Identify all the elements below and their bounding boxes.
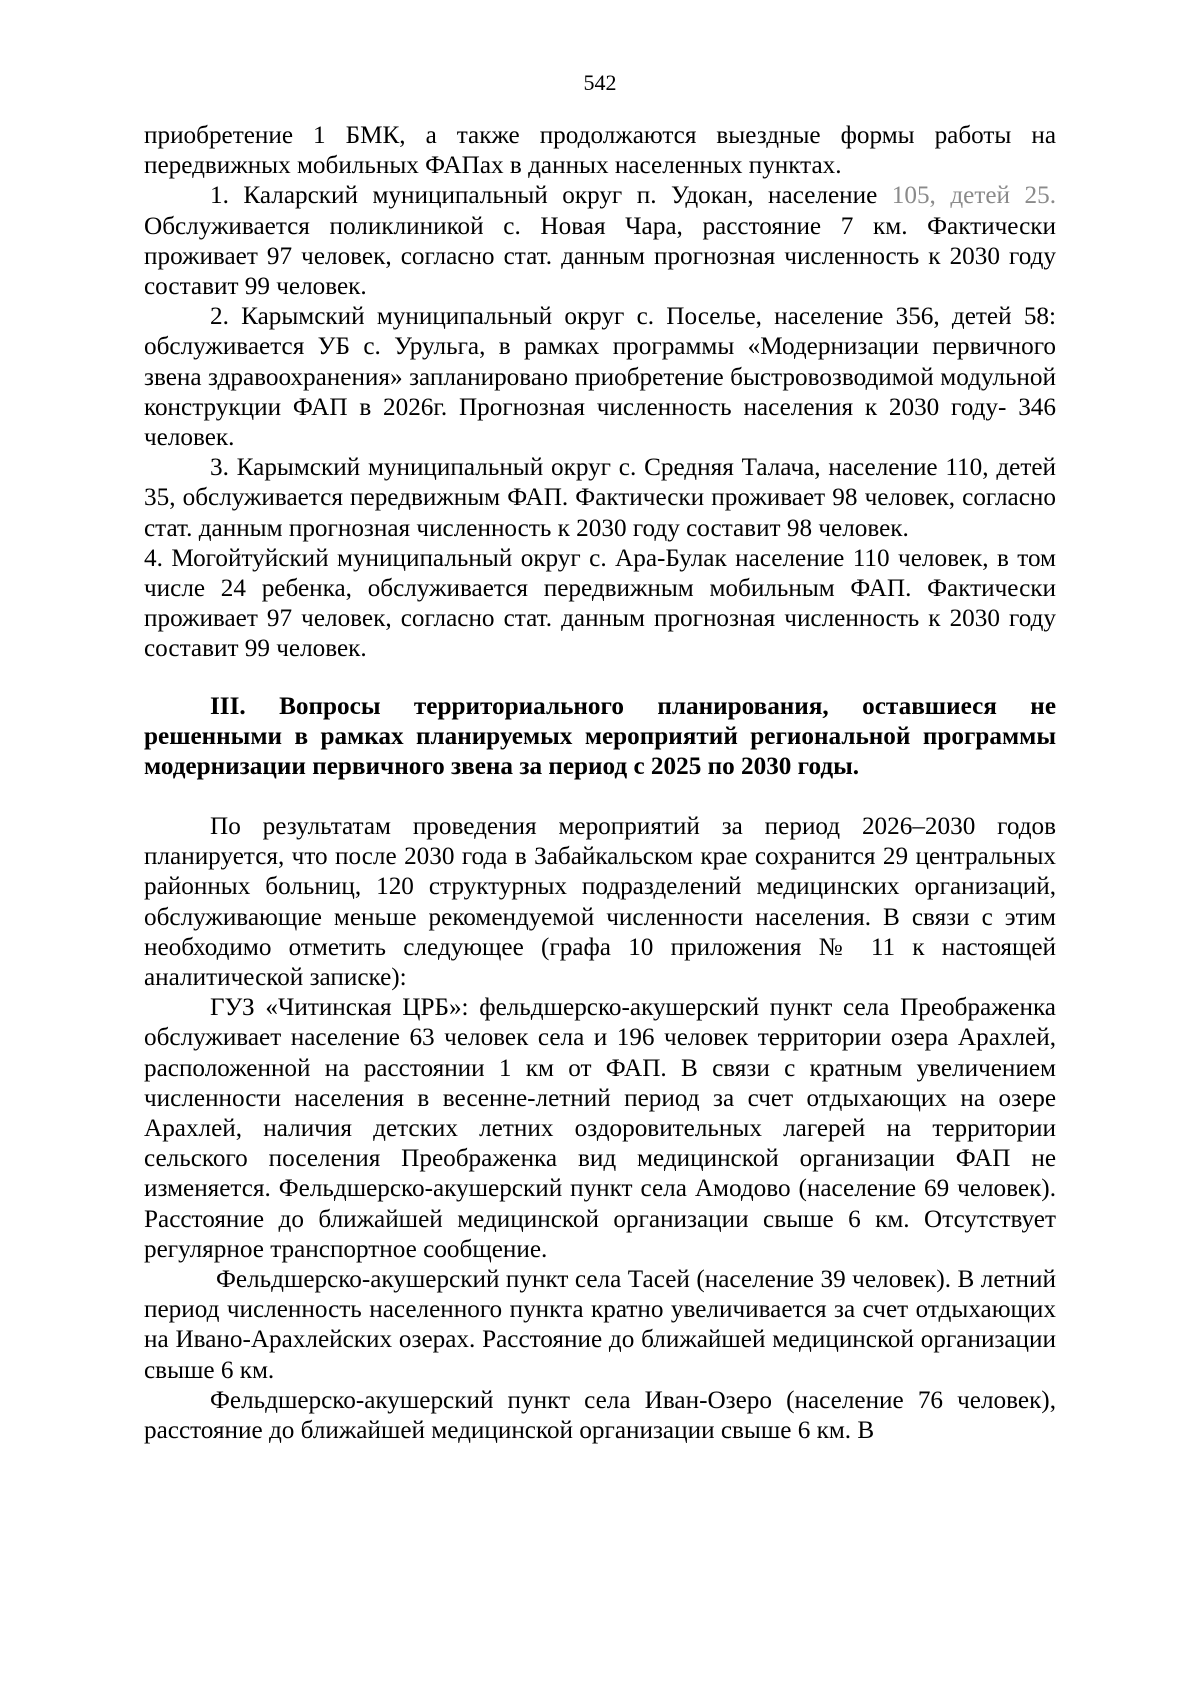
paragraph-item-3: 3. Карымский муниципальный округ с. Средняя Талача, население 110, детей 35, обслуживается передвижным ФАП. Фактически проживает 98 человек, согласно стат. данным прогнозная численность к 2030 году составит 98 человек. <box>144 454 1056 542</box>
paragraph-item-4: 4. Могойтуйский муниципальный округ с. Ара-Булак население 110 человек, в том числе 24 ребенка, обслуживается передвижным мобильным ФАП. Фактически проживает 97 человек, согласно стат. данным прогнозная численность к 2030 году составит 99 человек. <box>144 544 1056 663</box>
section-heading: III. Вопросы территориального планирования, оставшиеся не решенными в рамках планируемых мероприятий региональной программы модернизации первичного звена за период с 2025 по 2030 годы. <box>144 693 1056 781</box>
section-text <box>144 812 1056 1446</box>
paragraph-chita-crb: ГУЗ «Читинская ЦРБ»: фельдшерско-акушерский пункт села Преображенка обслуживает население 63 человек села и 196 человек территории озера Арахлей, расположенной на расстоянии 1 км от ФАП. В связи с кратным увеличением численности населения в весенне-летний период за счет отдыхающих на озере Арахлей, наличия детских летних оздоровительных лагерей на территории сельского поселения Преображенка вид медицинской организации ФАП не изменяется. Фельдшерско-акушерский пункт села Амодово (население 69 человек). Расстояние до ближайшей медицинской организации свыше 6 км. Отсутствует регулярное транспортное сообщение. <box>144 994 1056 1263</box>
item-1-grey-text: 105, детей 25. <box>891 182 1056 210</box>
paragraph-results: По результатам проведения мероприятий за период 2026–2030 годов планируется, что после 2030 года в Забайкальском крае сохранится 29 центральных районных больниц, 120 структурных подразделений медицинских организаций, обслуживающие меньше рекомендуемой численности населения. В связи с этим необходимо отметить следующее (графа 10 приложения № 11 к настоящей аналитической записке): <box>144 813 1056 992</box>
paragraph-ivan-ozero: Фельдшерско-акушерский пункт села Иван-Озеро (население 76 человек), расстояние до ближайшей медицинской организации свыше 6 км. В <box>144 1386 1056 1445</box>
intro-text <box>144 121 1056 665</box>
paragraph-continuation: приобретение 1 БМК, а также продолжаются выездные формы работы на передвижных мобильных ФАПах в данных населенных пунктах. <box>144 122 1056 180</box>
paragraph-tasei: Фельдшерско-акушерский пункт села Тасей (население 39 человек). В летний период численность населенного пункта кратно увеличивается за счет отдыхающих на Ивано-Арахлейских озерах. Расстояние до ближайшей медицинской организации свыше 6 км. <box>144 1266 1056 1384</box>
paragraph-item-2: 2. Карымский муниципальный округ с. Поселье, население 356, детей 58: обслуживается УБ с. Урульга, в рамках программы «Модернизации первичного звена здравоохранения» запланировано приобретение быстровозводимой модульной конструкции ФАП в 2026г. Прогнозная численность населения к 2030 году- 346 человек. <box>144 303 1056 452</box>
paragraph-item-1 <box>144 181 1056 302</box>
item-1-rest-text: Обслуживается поликлиникой с. Новая Чара, расстояние 7 км. Фактически проживает 97 человек, согласно стат. данным прогнозная численность к 2030 году составит 99 человек. <box>144 212 1056 301</box>
page-number: 542 <box>583 70 617 95</box>
item-1-text: 1. Каларский муниципальный округ п. Удокан, население <box>210 182 892 210</box>
